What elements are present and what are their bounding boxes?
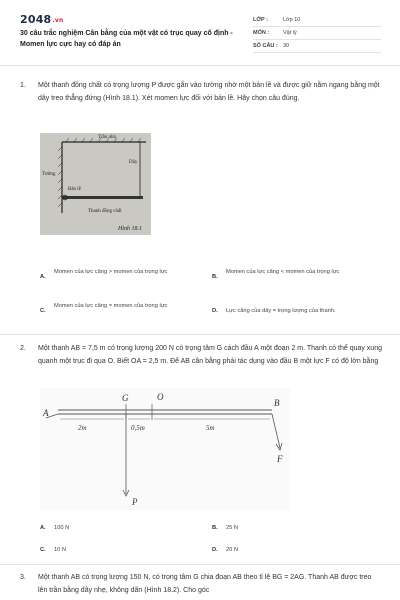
label-hinge: Bản lề bbox=[68, 187, 81, 192]
label-a: A bbox=[43, 408, 49, 418]
page-header bbox=[0, 0, 400, 66]
label-f: F bbox=[277, 454, 283, 464]
label-ceiling: Trần nhà bbox=[98, 135, 116, 140]
q2-option-c[interactable]: C. 10 N bbox=[40, 547, 67, 553]
label-p: P bbox=[132, 497, 138, 507]
question-text: Một thanh đồng chất có trọng lượng P được gắn vào tường nhờ một bản lề và được giữ nằm ngang bằng một dây treo thẳng đứng (Hình 18.1). Xét momen lực đối với bản lề. Hãy chọn câu đúng. bbox=[38, 82, 380, 102]
question-number: 3. bbox=[20, 574, 26, 581]
q1-option-a[interactable]: A. Momen của lực căng > momen của trọng lực bbox=[40, 269, 168, 280]
label-rope: Dây bbox=[129, 160, 138, 165]
site-logo[interactable]: 2048.vn bbox=[20, 13, 64, 26]
question-text: Một thanh AB = 7,5 m có trọng lượng 200 N có trọng tâm G cách đầu A một đoạn 2 m. Thanh có thể quay xung quanh một trục đi qua O. Biết OA = 2,5 m. Để AB cân bằng phải tác dụng vào đầu B một lực F có độ lớn bằng bbox=[38, 345, 382, 365]
question-3 bbox=[20, 572, 382, 597]
meta-class: LỚP : Lớp 10 bbox=[253, 14, 381, 27]
question-divider bbox=[0, 564, 400, 565]
document-title: 30 câu trắc nghiệm Cân bằng của một vật có trục quay cố định - Momen lực cực hay có đáp án bbox=[20, 30, 233, 48]
q2-option-a[interactable]: A. 100 N bbox=[40, 525, 70, 531]
q1-option-b[interactable]: B. Momen của lực căng < momen của trọng lực bbox=[212, 269, 340, 280]
label-o: O bbox=[157, 392, 164, 402]
q1-option-c[interactable]: C. Momen của lực căng = momen của trọng lực bbox=[40, 303, 168, 314]
question-number: 2. bbox=[20, 345, 26, 352]
rod-shape bbox=[63, 196, 143, 199]
label-2m: 2m bbox=[78, 424, 87, 432]
label-g: G bbox=[122, 393, 129, 403]
q2-option-b[interactable]: B. 25 N bbox=[212, 525, 239, 531]
figure-18-1 bbox=[40, 133, 151, 235]
label-rod: Thanh đồng chất bbox=[88, 209, 122, 214]
meta-subject: MÔN : Vật lý bbox=[253, 27, 381, 40]
force-f-line bbox=[272, 414, 280, 448]
label-05m: 0,5m bbox=[131, 424, 145, 432]
figure-18-1-drawing bbox=[40, 133, 151, 235]
figure-caption: Hình 18.1 bbox=[118, 226, 142, 232]
label-b: B bbox=[274, 398, 280, 408]
label-5m: 5m bbox=[206, 424, 215, 432]
question-number: 1. bbox=[20, 82, 26, 89]
q2-option-d[interactable]: D. 20 N bbox=[212, 547, 239, 553]
question-1 bbox=[20, 80, 382, 105]
label-wall: Tường bbox=[42, 172, 56, 177]
figure-beam-drawing bbox=[40, 388, 290, 510]
figure-beam bbox=[40, 388, 290, 510]
q1-option-d[interactable]: D. Lực căng của dây = trọng lượng của thanh. bbox=[212, 308, 336, 314]
question-divider bbox=[0, 334, 400, 335]
question-2 bbox=[20, 343, 382, 368]
meta-count: SỐ CÂU : 30 bbox=[253, 40, 381, 53]
question-text: Một thanh AB có trọng lượng 150 N, có trọng tâm G chia đoạn AB theo tỉ lệ BG = 2AG. Thanh AB được treo lên trần bằng dây nhẹ, không dãn (Hình 18.2). Cho góc bbox=[38, 574, 372, 594]
